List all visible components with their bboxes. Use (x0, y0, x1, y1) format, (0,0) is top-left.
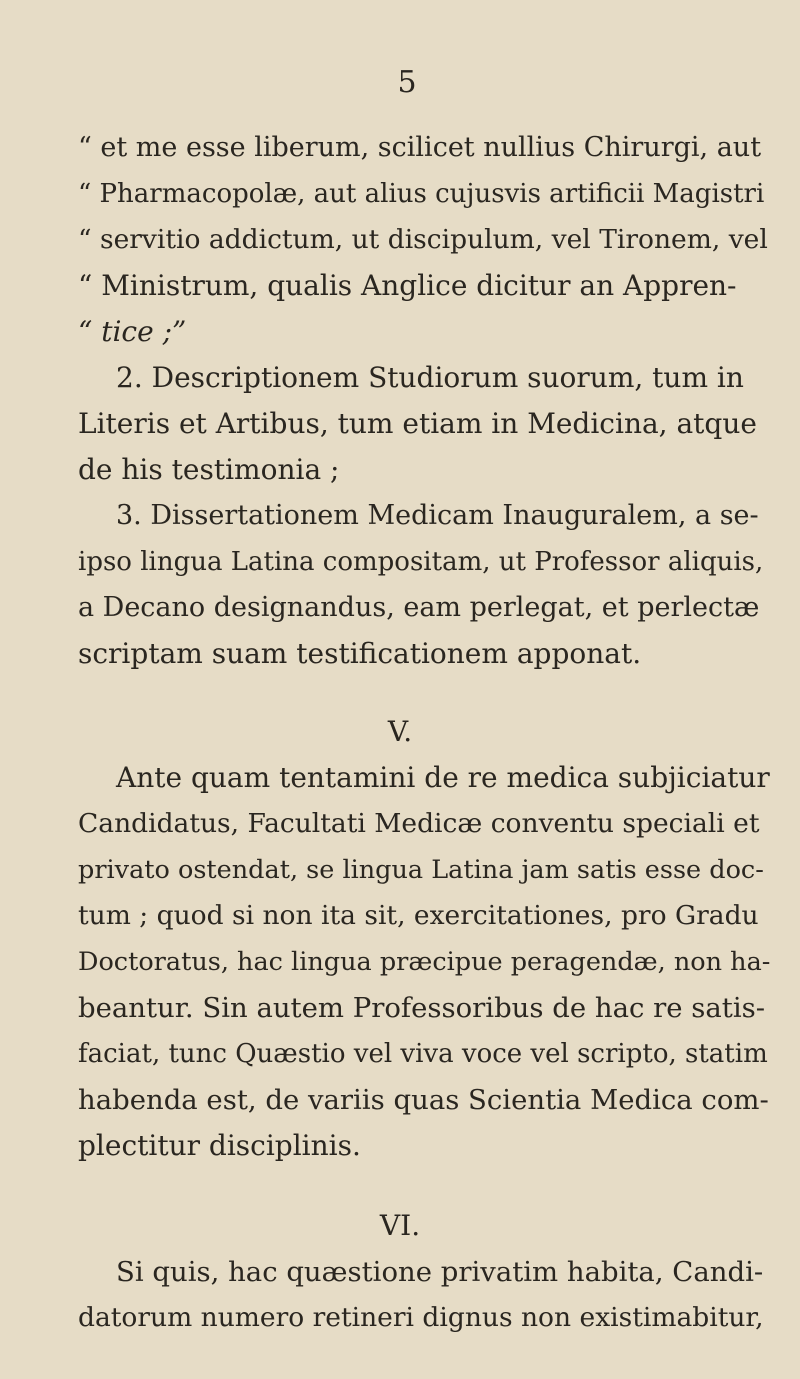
section-v-line-9: plectitur disciplinis. (78, 1129, 361, 1162)
section-v-line-1: Ante quam tentamini de re medica subjiciatur (116, 761, 770, 794)
section-v-heading: V. (387, 715, 413, 748)
item-3-line-4: scriptam suam testificationem apponat. (78, 637, 642, 670)
section-v-line-8: habenda est, de variis quas Scientia Medica com- (78, 1084, 769, 1116)
section-vi-heading: VI. (379, 1209, 421, 1242)
item-2-line-1: 2. Descriptionem Studiorum suorum, tum in (116, 361, 744, 394)
item-2-line-3: de his testimonia ; (78, 453, 340, 486)
item-3-line-3: a Decano designandus, eam perlegat, et perlectæ (78, 592, 760, 623)
item-2-line-2: Literis et Artibus, tum etiam in Medicina, atque (78, 407, 757, 440)
quoted-line-3: “ servitio addictum, ut discipulum, vel Tironem, vel (78, 224, 768, 255)
page-number: 5 (397, 65, 417, 100)
section-v-line-6: beantur. Sin autem Professoribus de hac re satis- (78, 992, 766, 1024)
quoted-line-1: “ et me esse liberum, scilicet nullius Chirurgi, aut (78, 132, 762, 163)
item-3-line-1: 3. Dissertationem Medicam Inauguralem, a se- (116, 500, 759, 531)
section-v-line-3: privato ostendat, se lingua Latina jam satis esse doc- (78, 855, 764, 885)
quoted-line-4: “ Ministrum, qualis Anglice dicitur an Appren- (78, 269, 737, 302)
section-v-line-5: Doctoratus, hac lingua præcipue peragendæ, non ha- (78, 947, 771, 977)
section-v-line-7: faciat, tunc Quæstio vel viva voce vel scripto, statim (78, 1039, 768, 1069)
section-v-line-2: Candidatus, Facultati Medicæ conventu speciali et (78, 808, 760, 839)
section-v-line-4: tum ; quod si non ita sit, exercitationes, pro Gradu (78, 900, 759, 931)
item-3-line-2: ipso lingua Latina compositam, ut Professor aliquis, (78, 547, 764, 577)
quoted-line-2: “ Pharmacopolæ, aut alius cujusvis artificii Magistri (78, 179, 765, 209)
section-vi-line-2: datorum numero retineri dignus non existimabitur, (78, 1302, 764, 1333)
quoted-line-5: “ tice ;” (78, 315, 187, 348)
section-vi-line-1: Si quis, hac quæstione privatim habita, Candi- (116, 1256, 764, 1288)
